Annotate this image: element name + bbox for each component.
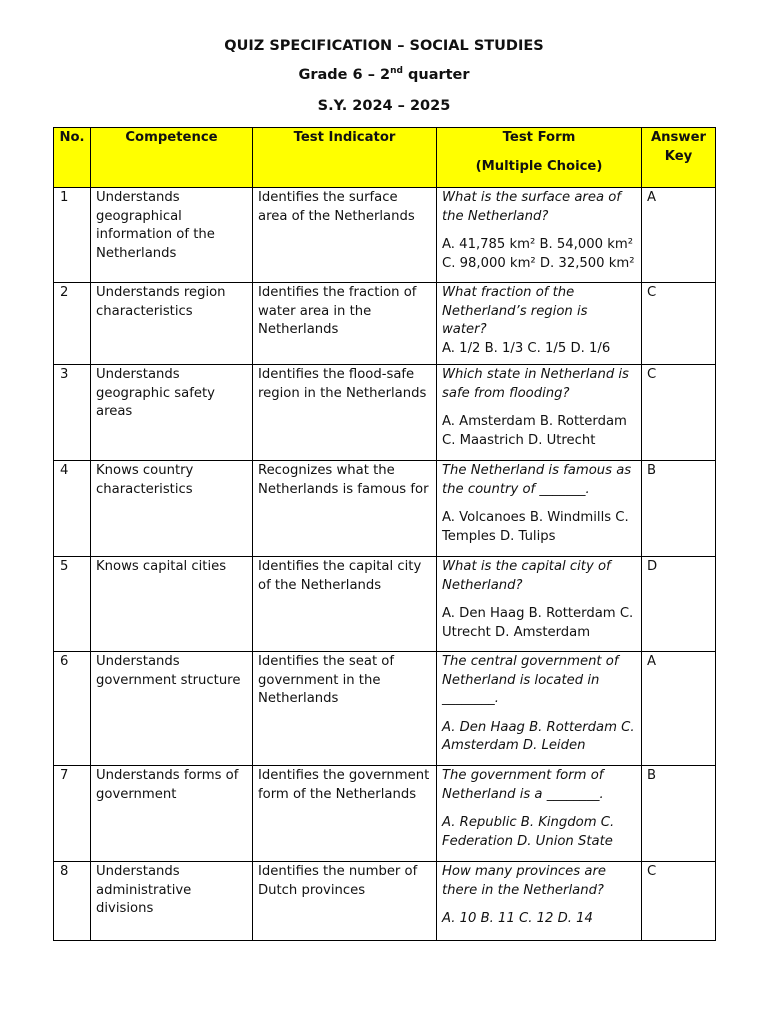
row-number: 4 bbox=[54, 461, 91, 557]
test-form-cell bbox=[437, 862, 642, 941]
test-form-cell bbox=[437, 461, 642, 557]
grade-quarter bbox=[0, 67, 768, 83]
question-text: What is the surface area of the Netherland? bbox=[442, 190, 621, 224]
answer-key-cell: D bbox=[642, 557, 716, 652]
table-row bbox=[54, 461, 716, 557]
indicator-cell: Recognizes what the Netherlands is famous for bbox=[253, 461, 437, 557]
question-text: The central government of Netherland is located in ________. bbox=[442, 654, 619, 706]
question-text: What is the capital city of Netherland? bbox=[442, 559, 611, 593]
answer-options: A. Den Haag B. Rotterdam C. Utrecht D. Amsterdam bbox=[442, 606, 634, 640]
row-number: 8 bbox=[54, 862, 91, 941]
ordinal-suffix: nd bbox=[390, 66, 403, 76]
competence-cell: Understands geographic safety areas bbox=[91, 365, 253, 461]
indicator-cell: Identifies the seat of government in the Netherlands bbox=[253, 652, 437, 766]
school-year: S.Y. 2024 – 2025 bbox=[317, 98, 451, 114]
question-text: The government form of Netherland is a ________. bbox=[442, 768, 604, 802]
competence-cell: Knows capital cities bbox=[91, 557, 253, 652]
answer-key-cell: C bbox=[642, 365, 716, 461]
table-row bbox=[54, 283, 716, 365]
test-form-cell bbox=[437, 766, 642, 862]
question-text: The Netherland is famous as the country of _______. bbox=[442, 463, 632, 497]
indicator-cell: Identifies the surface area of the Netherlands bbox=[253, 188, 437, 283]
answer-options: A. Republic B. Kingdom C. Federation D. Union State bbox=[442, 815, 615, 849]
table-header-row bbox=[54, 128, 716, 188]
test-form-type: (Multiple Choice) bbox=[475, 158, 603, 174]
table-row bbox=[54, 365, 716, 461]
indicator-cell: Identifies the government form of the Netherlands bbox=[253, 766, 437, 862]
answer-key-cell: C bbox=[642, 862, 716, 941]
answer-key-cell: B bbox=[642, 766, 716, 862]
table-row bbox=[54, 862, 716, 941]
column-header-indicator: Test Indicator bbox=[253, 128, 437, 188]
competence-cell: Understands region characteristics bbox=[91, 283, 253, 365]
test-form-cell bbox=[437, 365, 642, 461]
answer-key-cell: B bbox=[642, 461, 716, 557]
row-number: 2 bbox=[54, 283, 91, 365]
table-row bbox=[54, 766, 716, 862]
indicator-cell: Identifies the number of Dutch provinces bbox=[253, 862, 437, 941]
competence-cell: Understands forms of government bbox=[91, 766, 253, 862]
document-title: QUIZ SPECIFICATION – SOCIAL STUDIES bbox=[224, 38, 544, 54]
answer-options: A. 1/2 B. 1/3 C. 1/5 D. 1/6 bbox=[442, 340, 611, 356]
competence-cell: Understands administrative divisions bbox=[91, 862, 253, 941]
quarter-text: quarter bbox=[402, 67, 470, 83]
competence-cell: Understands government structure bbox=[91, 652, 253, 766]
column-header-test-form bbox=[437, 128, 642, 188]
answer-key-cell: C bbox=[642, 283, 716, 365]
test-form-label: Test Form bbox=[502, 130, 576, 145]
row-number: 3 bbox=[54, 365, 91, 461]
row-number: 6 bbox=[54, 652, 91, 766]
test-form-cell bbox=[437, 557, 642, 652]
answer-key-cell: A bbox=[642, 652, 716, 766]
grade-text: Grade 6 – 2 bbox=[298, 67, 391, 83]
answer-options: A. 10 B. 11 C. 12 D. 14 bbox=[442, 911, 593, 926]
row-number: 1 bbox=[54, 188, 91, 283]
question-text: Which state in Netherland is safe from flooding? bbox=[442, 367, 629, 401]
indicator-cell: Identifies the flood-safe region in the Netherlands bbox=[253, 365, 437, 461]
indicator-cell: Identifies the capital city of the Netherlands bbox=[253, 557, 437, 652]
answer-options: A. Volcanoes B. Windmills C. Temples D. Tulips bbox=[442, 510, 629, 544]
table-row bbox=[54, 557, 716, 652]
question-text: What fraction of the Netherland’s region is water? bbox=[442, 285, 588, 337]
column-header-no: No. bbox=[54, 128, 91, 188]
table-row bbox=[54, 188, 716, 283]
competence-cell: Understands geographical information of the Netherlands bbox=[91, 188, 253, 283]
row-number: 7 bbox=[54, 766, 91, 862]
answer-options: A. Den Haag B. Rotterdam C. Amsterdam D. Leiden bbox=[442, 719, 635, 753]
column-header-competence: Competence bbox=[91, 128, 253, 188]
table-row bbox=[54, 652, 716, 766]
row-number: 5 bbox=[54, 557, 91, 652]
quiz-specification-table bbox=[53, 127, 716, 941]
question-text: How many provinces are there in the Netherland? bbox=[442, 864, 606, 898]
answer-options: A. Amsterdam B. Rotterdam C. Maastrich D. Utrecht bbox=[442, 414, 627, 448]
indicator-cell: Identifies the fraction of water area in the Netherlands bbox=[253, 283, 437, 365]
test-form-cell bbox=[437, 652, 642, 766]
table-body bbox=[54, 188, 716, 941]
test-form-cell bbox=[437, 188, 642, 283]
test-form-cell bbox=[437, 283, 642, 365]
competence-cell: Knows country characteristics bbox=[91, 461, 253, 557]
answer-key-cell: A bbox=[642, 188, 716, 283]
column-header-answer-key: Answer Key bbox=[642, 128, 716, 188]
answer-options: A. 41,785 km² B. 54,000 km² C. 98,000 km² D. 32,500 km² bbox=[442, 237, 635, 271]
